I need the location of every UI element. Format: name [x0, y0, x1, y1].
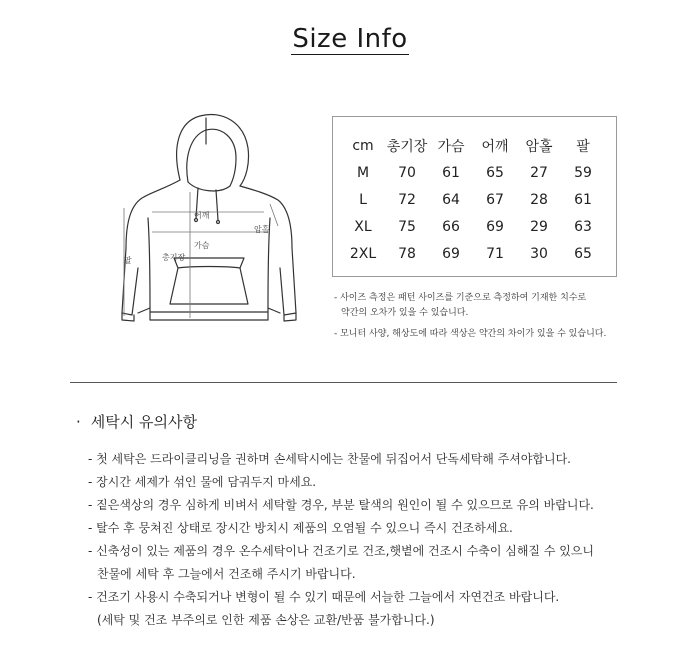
header-chest: 가슴 — [437, 139, 465, 155]
table-cell: 71 — [486, 245, 504, 262]
table-cell: 67 — [486, 191, 504, 208]
table-row — [341, 213, 605, 240]
care-heading — [76, 411, 197, 432]
label-length: 총기장 — [162, 253, 186, 262]
list-item: (세탁 및 건조 부주의로 인한 제품 손상은 교환/반품 불가합니다.) — [97, 613, 435, 627]
table-cell: 59 — [574, 164, 592, 181]
care-heading-text: 세탁시 유의사항 — [90, 413, 197, 431]
table-cell: 28 — [530, 191, 548, 208]
table-cell: 27 — [530, 164, 548, 181]
table-cell: 69 — [486, 218, 504, 235]
list-item: - 신축성이 있는 제품의 경우 온수세탁이나 건조기로 건조,햇볕에 건조시 수축이 심해질 수 있으니 — [88, 544, 595, 558]
label-sleeve: 팔 — [124, 256, 132, 265]
size-label: XL — [354, 218, 372, 235]
table-cell: 72 — [398, 191, 416, 208]
header-length: 총기장 — [386, 139, 428, 155]
table-row — [341, 159, 605, 186]
table-cell: 78 — [398, 245, 416, 262]
header-shoulder: 어깨 — [481, 139, 509, 155]
list-item: - 장시간 세제가 섞인 물에 담궈두지 마세요. — [88, 475, 317, 489]
section-divider — [70, 382, 617, 383]
bullet-dot: · — [76, 413, 81, 431]
table-cell: 29 — [530, 218, 548, 235]
table-cell: 64 — [442, 191, 460, 208]
table-row — [341, 186, 605, 213]
page-title: Size Info — [292, 24, 408, 54]
list-item: - 첫 세탁은 드라이클리닝을 권하며 손세탁시에는 찬물에 뒤집어서 단독세탁해 주셔야합니다. — [88, 452, 571, 466]
list-item: - 짙은색상의 경우 심하게 비벼서 세탁할 경우, 부분 탈색의 원인이 될 수 있으므로 유의 바랍니다. — [88, 498, 594, 512]
list-item: - 탈수 후 뭉쳐진 상태로 장시간 방치시 제품의 오염될 수 있으니 즉시 건조하세요. — [88, 521, 513, 535]
table-cell: 61 — [574, 191, 592, 208]
header-armhole: 암홀 — [525, 139, 553, 155]
care-list — [88, 450, 688, 634]
table-cell: 70 — [398, 164, 416, 181]
table-cell: 30 — [530, 245, 548, 262]
size-table-header-row — [341, 133, 605, 159]
table-cell: 65 — [486, 164, 504, 181]
header-sleeve: 팔 — [576, 139, 590, 155]
table-cell: 61 — [442, 164, 460, 181]
note-monitor: - 모니터 사양, 해상도에 따라 색상은 약간의 차이가 있을 수 있습니다. — [334, 329, 607, 339]
label-shoulder: 어깨 — [194, 211, 210, 220]
table-cell: 75 — [398, 218, 416, 235]
list-item: - 건조기 사용시 수축되거나 변형이 될 수 있기 때문에 서늘한 그늘에서 자연건조 바랍니다. — [88, 590, 560, 604]
size-table — [341, 133, 605, 267]
table-cell: 69 — [442, 245, 460, 262]
size-label: 2XL — [349, 245, 377, 262]
table-row — [341, 240, 605, 267]
size-label: L — [359, 191, 367, 208]
label-chest: 가슴 — [194, 241, 210, 250]
list-item: 찬물에 세탁 후 그늘에서 건조해 주시기 바랍니다. — [97, 567, 356, 581]
label-armhole: 암홀 — [254, 225, 270, 234]
size-notes — [334, 291, 634, 342]
note-measurement-cont: 약간의 오차가 있을 수 있습니다. — [341, 308, 469, 318]
table-cell: 66 — [442, 218, 460, 235]
table-cell: 63 — [574, 218, 592, 235]
table-cell: 65 — [574, 245, 592, 262]
size-table-box — [332, 116, 617, 277]
size-label: M — [356, 164, 370, 181]
note-measurement: - 사이즈 측정은 패턴 사이즈를 기준으로 측정하여 기재한 치수로 — [334, 293, 587, 303]
hoodie-diagram — [112, 108, 302, 333]
header-unit: cm — [352, 138, 374, 154]
